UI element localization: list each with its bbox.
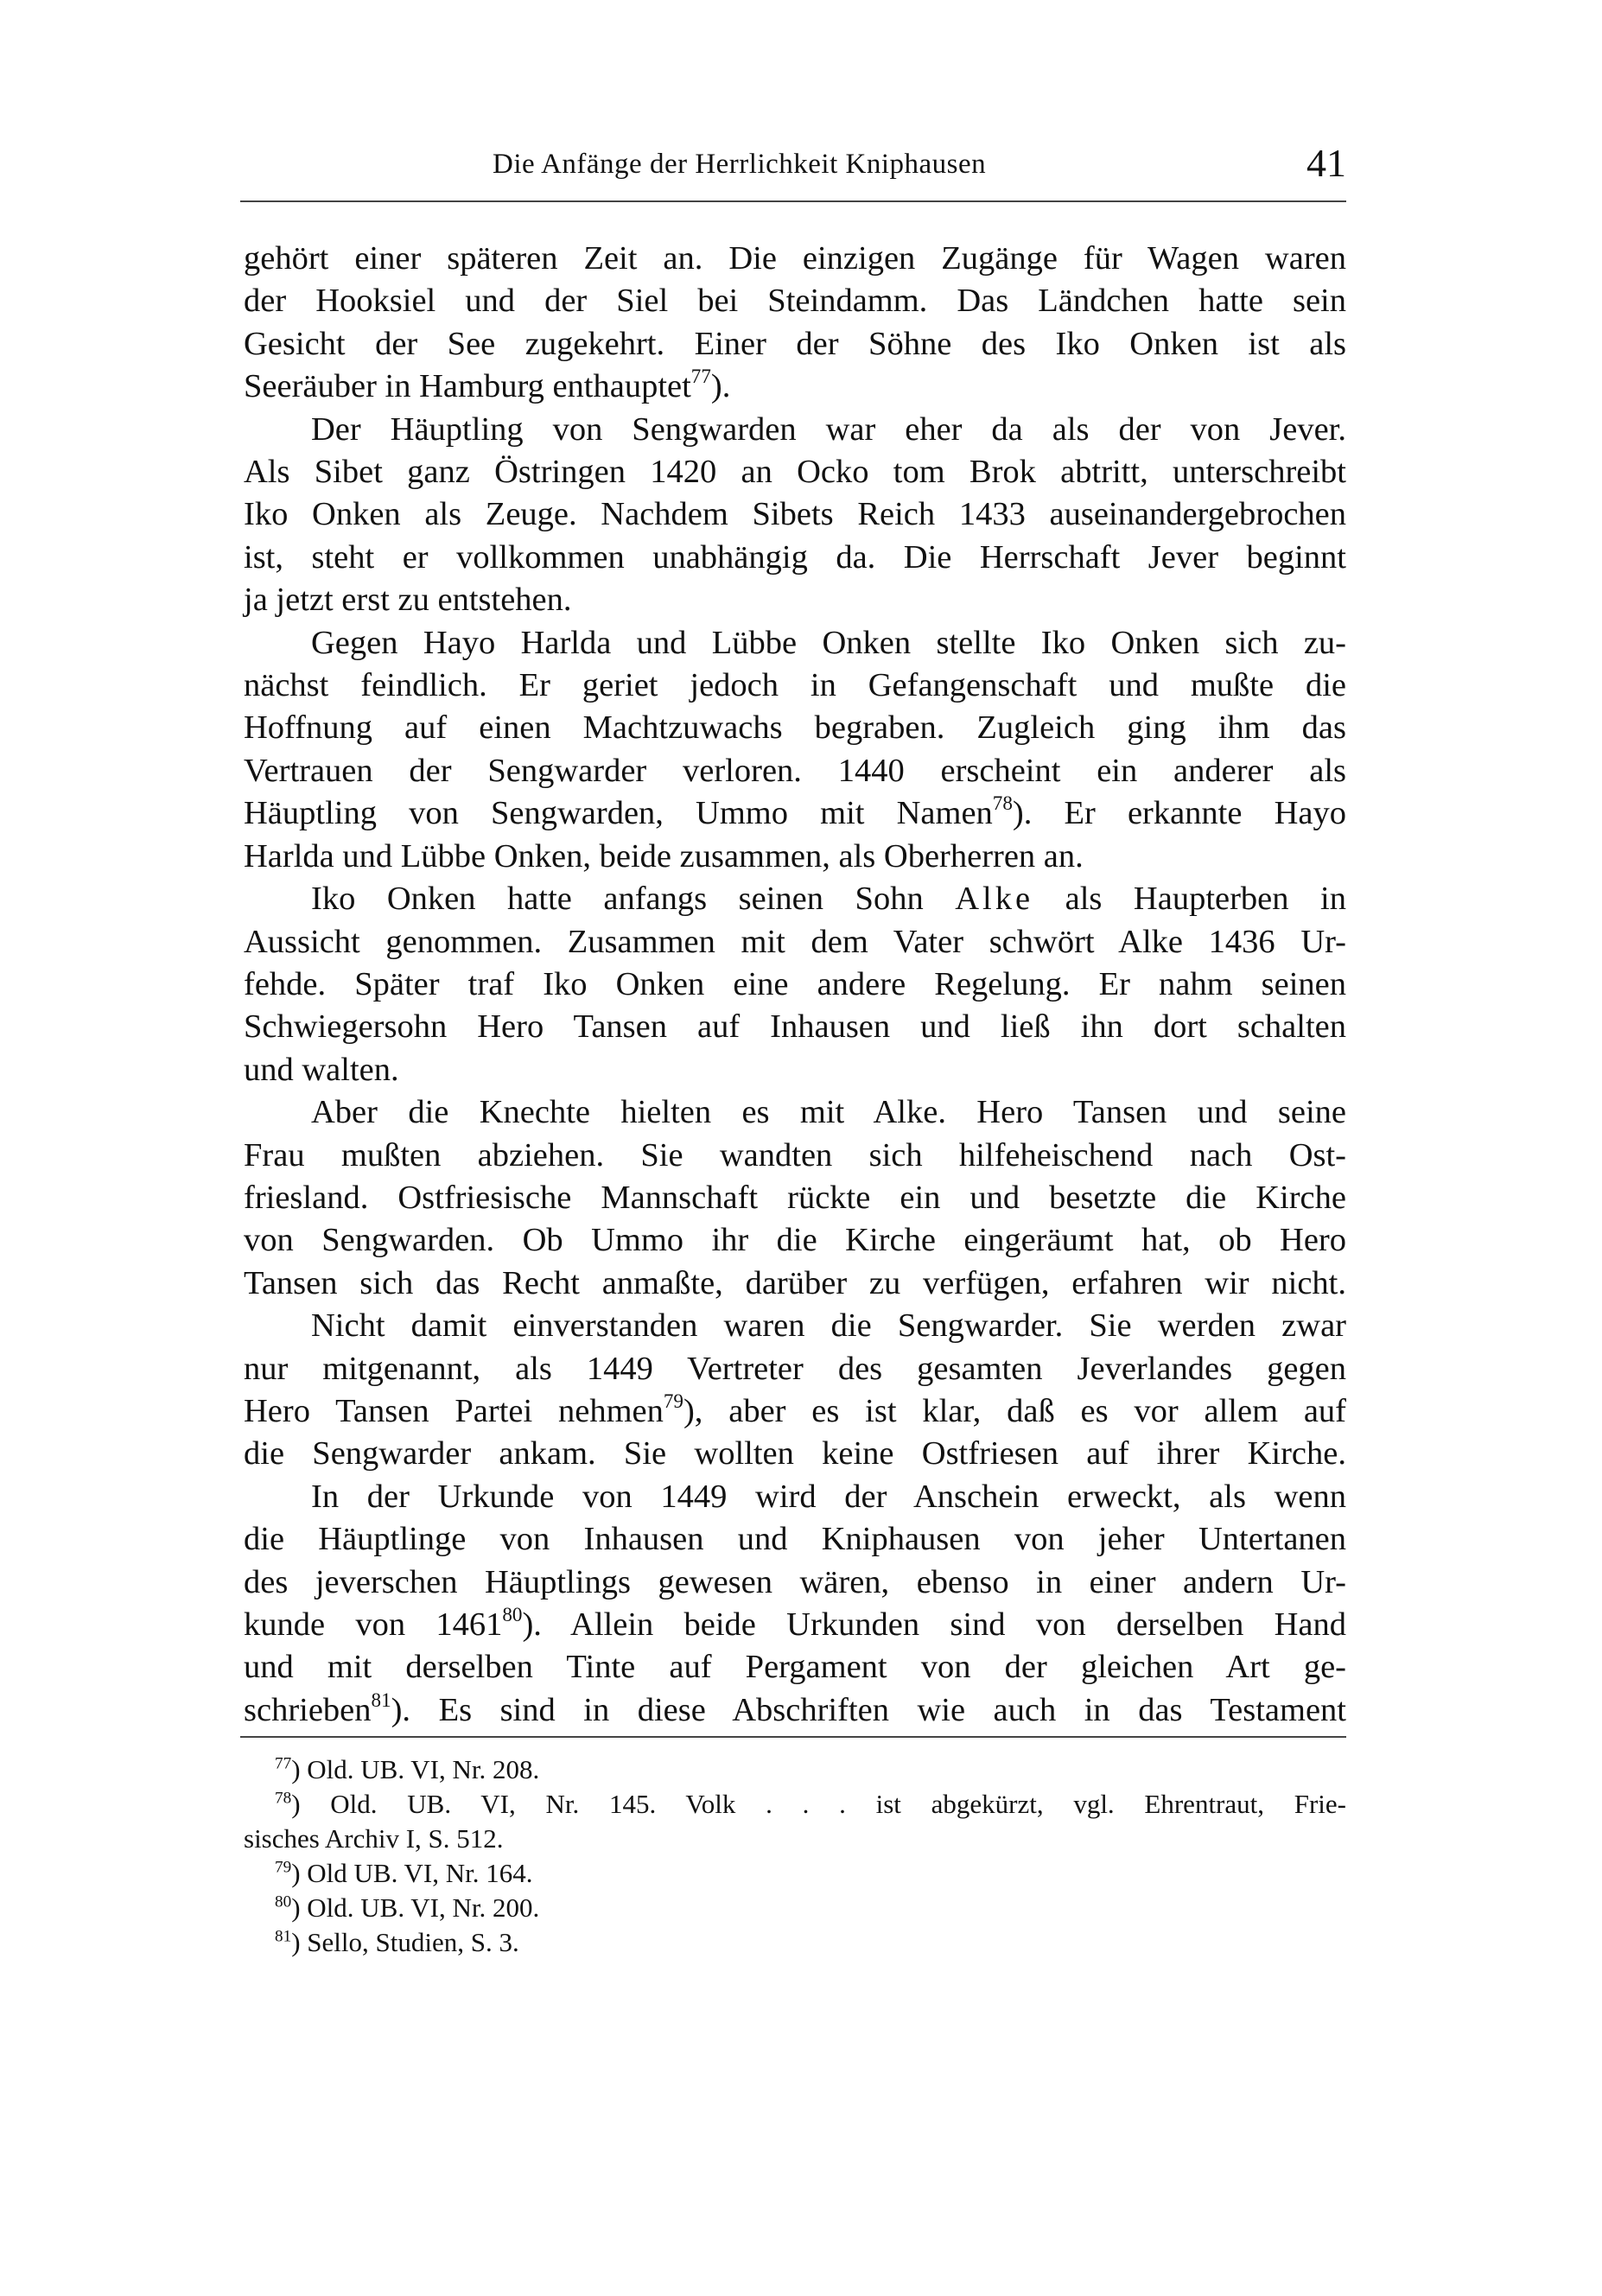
text-line: ist, steht er vollkommen unabhängig da. Die Herrschaft Jever beginnt: [244, 538, 1346, 576]
footnote-77: [244, 1752, 1346, 1787]
text-line: der Hooksiel und der Siel bei Steindamm. Das Ländchen hatte sein: [244, 283, 1346, 320]
text-line: Iko Onken als Zeuge. Nachdem Sibets Reich 1433 auseinandergebrochen: [244, 496, 1346, 533]
footnote-mark: 79: [275, 1858, 292, 1877]
page-number: 41: [1306, 141, 1346, 185]
text-line: Als Sibet ganz Östringen 1420 an Ocko tom Brok abtritt, unterschreibt: [244, 454, 1346, 491]
running-title: Die Anfänge der Herrlichkeit Kniphausen: [493, 149, 987, 180]
footnote-text: ) Old. UB. VI, Nr. 200.: [291, 1892, 540, 1923]
footnote-mark: 77: [275, 1754, 292, 1773]
paragraph-1: [244, 238, 1346, 409]
footnote-78: [244, 1787, 1346, 1856]
text-line: [244, 878, 1346, 920]
text-line: [244, 366, 1346, 408]
footnote-ref-77[interactable]: 77: [690, 365, 711, 388]
text-segment: ), aber es ist klar, daß es vor allem auf: [683, 1392, 1347, 1429]
footnote-line: [244, 1787, 1346, 1822]
text-line: Gegen Hayo Harlda und Lübbe Onken stellte Iko Onken sich zu-: [311, 624, 1346, 661]
paragraph-4: [244, 878, 1346, 1091]
text-segment: Hero Tansen Partei nehmen: [244, 1392, 664, 1429]
footnote-line: [244, 1925, 1346, 1960]
text-line: und mit derselben Tinte auf Pergament von der gleichen Art ge-: [244, 1649, 1346, 1686]
footnote-ref-79[interactable]: 79: [663, 1389, 683, 1412]
text-segment: als Haupterben in: [1033, 881, 1346, 918]
text-line: Vertrauen der Sengwarder verloren. 1440 erscheint ein anderer als: [244, 752, 1346, 789]
footnote-text: ) Old UB. VI, Nr. 164.: [291, 1858, 533, 1888]
text-line: von Sengwarden. Ob Ummo ihr die Kirche eingeräumt hat, ob Hero: [244, 1222, 1346, 1259]
text-line: und walten.: [244, 1051, 399, 1088]
text-line: Gesicht der See zugekehrt. Einer der Söhne des Iko Onken ist als: [244, 325, 1346, 362]
footnote-rule: [240, 1736, 1346, 1738]
text-line: Nicht damit einverstanden waren die Sengwarder. Sie werden zwar: [311, 1307, 1346, 1345]
footnote-ref-78[interactable]: 78: [992, 792, 1013, 815]
footnote-line: [244, 1891, 1346, 1925]
footnote-ref-80[interactable]: 80: [502, 1602, 523, 1625]
text-segment: Seeräuber in Hamburg enthauptet: [244, 368, 691, 405]
paragraph-3: [244, 622, 1346, 878]
footnotes: [244, 1752, 1346, 1960]
text-line: nächst feindlich. Er geriet jedoch in Gefangenschaft und mußte die: [244, 667, 1346, 704]
text-line: friesland. Ostfriesische Mannschaft rückte ein und besetzte die Kirche: [244, 1179, 1346, 1216]
paragraph-6: [244, 1305, 1346, 1476]
paragraph-5: [244, 1091, 1346, 1305]
text-line: ja jetzt erst zu entstehen.: [244, 582, 572, 619]
text-line: Schwiegersohn Hero Tansen auf Inhausen und ließ ihn dort schalten: [244, 1008, 1346, 1046]
text-line: Frau mußten abziehen. Sie wandten sich hilfeheischend nach Ost-: [244, 1136, 1346, 1173]
text-segment: schrieben: [244, 1691, 372, 1728]
text-segment: Iko Onken hatte anfangs seinen Sohn: [311, 881, 956, 918]
footnote-mark: 78: [275, 1789, 292, 1808]
text-line: nur mitgenannt, als 1449 Vertreter des gesamten Jeverlandes gegen: [244, 1350, 1346, 1387]
footnote-text: ) Sello, Studien, S. 3.: [291, 1927, 519, 1957]
paragraph-2: [244, 409, 1346, 622]
text-line: Der Häuptling von Sengwarden war eher da als der von Jever.: [311, 410, 1346, 448]
running-head: [240, 140, 1346, 192]
footnote-mark: 80: [275, 1892, 292, 1911]
main-text: [244, 238, 1346, 1732]
text-line: gehört einer späteren Zeit an. Die einzigen Zugänge für Wagen waren: [244, 240, 1346, 277]
footnote-79: [244, 1856, 1346, 1891]
text-line: die Sengwarder ankam. Sie wollten keine Ostfriesen auf ihrer Kirche.: [244, 1435, 1346, 1472]
text-line: [244, 1689, 1346, 1732]
paragraph-7: [244, 1476, 1346, 1732]
footnote-80: [244, 1891, 1346, 1925]
text-segment: ). Es sind in diese Abschriften wie auch in das Testament: [391, 1691, 1346, 1728]
footnote-line: [244, 1752, 1346, 1787]
footnote-81: [244, 1925, 1346, 1960]
footnote-mark: 81: [275, 1927, 292, 1946]
text-line: [244, 1604, 1346, 1646]
text-segment: ). Er erkannte Hayo: [1012, 795, 1346, 832]
footnote-text: ) Old. UB. VI, Nr. 208.: [291, 1754, 540, 1784]
text-segment: kunde von 1461: [244, 1606, 503, 1643]
text-line: Aber die Knechte hielten es mit Alke. Hero Tansen und seine: [311, 1094, 1346, 1131]
footnote-text: ) Old. UB. VI, Nr. 145. Volk . . . ist abgekürzt, vgl. Ehrentraut, Frie-: [291, 1789, 1346, 1819]
footnote-continuation: sisches Archiv I, S. 512.: [244, 1823, 504, 1854]
text-line: [244, 792, 1346, 835]
footnote-ref-81[interactable]: 81: [371, 1688, 391, 1711]
text-line: In der Urkunde von 1449 wird der Anschein erweckt, als wenn: [311, 1478, 1346, 1515]
text-line: Aussicht genommen. Zusammen mit dem Vater schwört Alke 1436 Ur-: [244, 923, 1346, 960]
text-line: [244, 1390, 1346, 1433]
emphasized-name: Alke: [955, 881, 1034, 918]
text-segment: Häuptling von Sengwarden, Ummo mit Namen: [244, 795, 993, 832]
text-line: Tansen sich das Recht anmaßte, darüber zu verfügen, erfahren wir nicht.: [244, 1264, 1346, 1301]
text-line: Hoffnung auf einen Machtzuwachs begraben. Zugleich ging ihm das: [244, 709, 1346, 747]
text-line: die Häuptlinge von Inhausen und Kniphausen von jeher Untertanen: [244, 1521, 1346, 1558]
text-segment: ).: [710, 368, 731, 405]
text-line: fehde. Später traf Iko Onken eine andere Regelung. Er nahm seinen: [244, 965, 1346, 1002]
text-line: Harlda und Lübbe Onken, beide zusammen, als Oberherren an.: [244, 837, 1084, 875]
text-line: des jeverschen Häuptlings gewesen wären, ebenso in einer andern Ur-: [244, 1563, 1346, 1600]
footnote-line: [244, 1856, 1346, 1891]
header-rule: [240, 200, 1346, 202]
text-segment: ). Allein beide Urkunden sind von derselben Hand: [522, 1606, 1346, 1643]
